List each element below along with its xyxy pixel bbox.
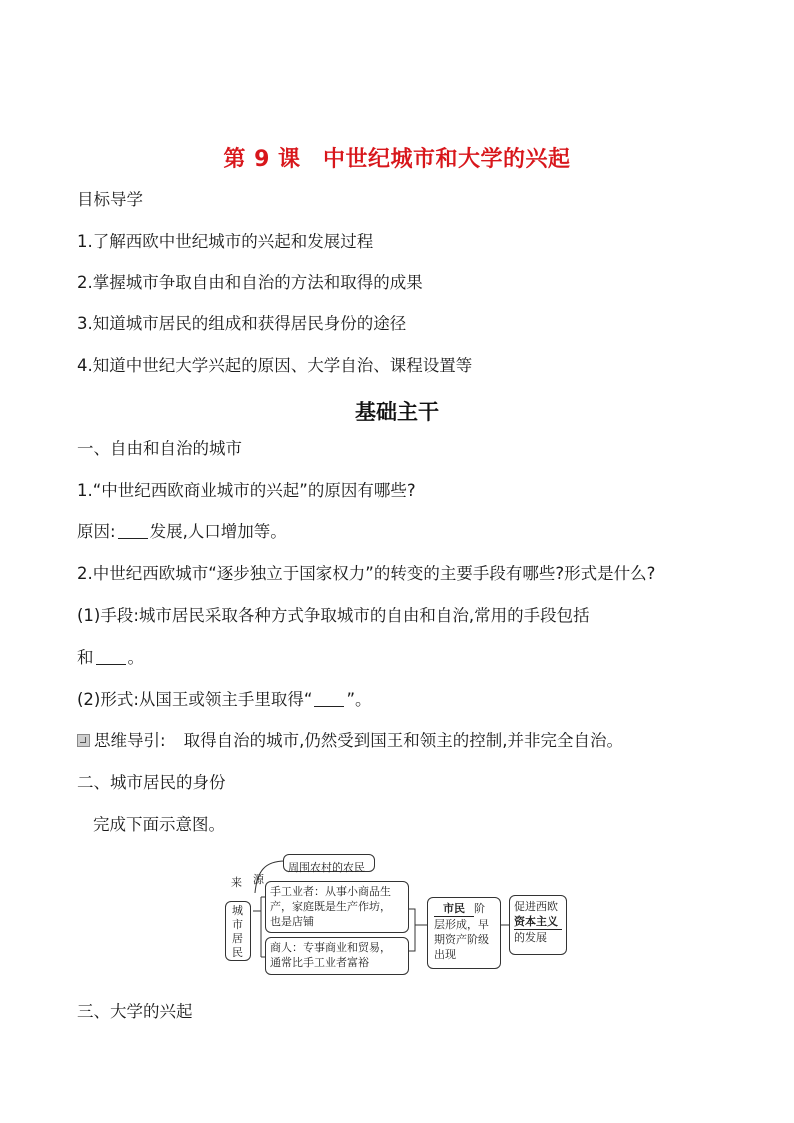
- section-title: 基础主干: [355, 400, 439, 424]
- answer-3-suffix: ”。: [346, 690, 372, 709]
- source-box: 周围农村的农民: [283, 854, 375, 872]
- goal-item-2: 2.掌握城市争取自由和自治的方法和取得的成果: [77, 273, 423, 292]
- citizen-box: 市民 阶 层形成，早 期资产阶级 出现: [427, 897, 501, 969]
- source-label-1: 来: [231, 876, 242, 889]
- answer-2-blank[interactable]: [96, 648, 126, 665]
- answer-1-blank[interactable]: [118, 522, 148, 539]
- thinking-tip: [77, 729, 623, 753]
- city-residents-diagram: [225, 853, 570, 983]
- answer-3-prefix: (2)形式:从国王或领主手里取得“: [77, 690, 313, 709]
- tip-label: 思维导引:: [94, 731, 166, 750]
- answer-2-suffix: 。: [127, 648, 144, 667]
- source-label-2: 源: [253, 873, 264, 886]
- artisan-box: 手工业者：从事小商品生 产，家庭既是生产作坊， 也是店铺: [265, 881, 409, 933]
- answer-1: [77, 520, 287, 544]
- part2-instruction: 完成下面示意图。: [93, 815, 225, 834]
- goal-item-3: 3.知道城市居民的组成和获得居民身份的途径: [77, 314, 407, 333]
- tip-icon: [77, 734, 90, 747]
- question-2: 2.中世纪西欧城市“逐步独立于国家权力”的转变的主要手段有哪些?形式是什么?: [77, 564, 656, 583]
- answer-2-line-2: [77, 646, 144, 670]
- goal-item-1: 1.了解西欧中世纪城市的兴起和发展过程: [77, 232, 374, 251]
- part3-heading: 三、大学的兴起: [77, 1002, 193, 1021]
- promote-box: 促进西欧 资本主义 的发展: [509, 895, 567, 955]
- answer-3: [77, 688, 372, 712]
- answer-2-line-1: (1)手段:城市居民采取各种方式争取城市的自由和自治,常用的手段包括: [77, 606, 590, 625]
- citizen-title: 市民: [434, 901, 474, 917]
- goals-heading: 目标导学: [77, 190, 143, 209]
- answer-1-suffix: 发展,人口增加等。: [149, 522, 287, 541]
- merchant-box: 商人：专事商业和贸易， 通常比手工业者富裕: [265, 937, 409, 975]
- part1-heading: 一、自由和自治的城市: [77, 439, 242, 458]
- part2-heading: 二、城市居民的身份: [77, 773, 226, 792]
- city-residents-box: 城 市 居 民: [225, 901, 251, 961]
- goal-item-4: 4.知道中世纪大学兴起的原因、大学自治、课程设置等: [77, 356, 473, 375]
- capitalism-label: 资本主义: [514, 914, 562, 930]
- answer-2-prefix: 和: [77, 648, 94, 667]
- tip-text: 取得自治的城市,仍然受到国王和领主的控制,并非完全自治。: [183, 731, 624, 750]
- lesson-title: 第 9 课 中世纪城市和大学的兴起: [223, 147, 571, 172]
- answer-1-prefix: 原因:: [77, 522, 116, 541]
- answer-3-blank[interactable]: [314, 690, 344, 707]
- question-1: 1.“中世纪西欧商业城市的兴起”的原因有哪些?: [77, 481, 416, 500]
